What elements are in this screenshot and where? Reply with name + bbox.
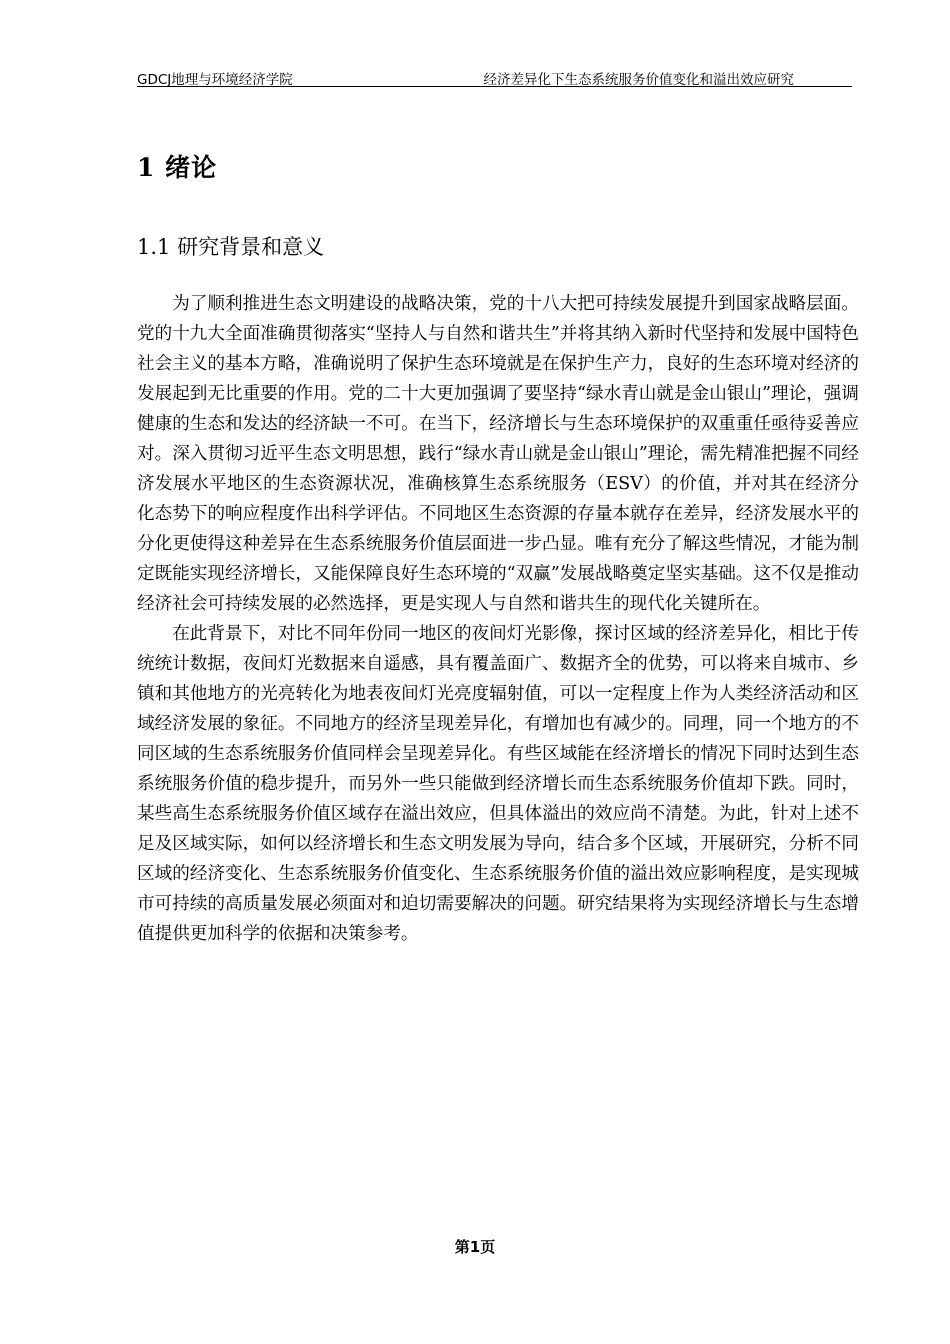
page-number: 第1页 (454, 1238, 496, 1256)
paragraph: 为了顺利推进生态文明建设的战略决策，党的十八大把可持续发展提升到国家战略层面。党的十九大全面准确贯彻落实“坚持人与自然和谐共生”并将其纳入新时代坚持和发展中国特色社会主义的基本方略，准确说明了保护生态环境就是在保护生产力，良好的生态环境对经济的发展起到无比重要的作用。党的二十大更加强调了要坚持“绿水青山就是金山银山”理论，强调健康的生态和发达的经济缺一不可。在当下，经济增长与生态环境保护的双重重任亟待妥善应对。深入贯彻习近平生态文明思想，践行“绿水青山就是金山银山”理论，需先精准把握不同经济发展水平地区的生态资源状况，准确核算生态系统服务（ESV）的价值，并对其在经济分化态势下的响应程度作出科学评估。不同地区生态资源的存量本就存在差异，经济发展水平的分化更使得这种差异在生态系统服务价值层面进一步凸显。唯有充分了解这些情况，才能为制定既能实现经济增长，又能保障良好生态环境的“双赢”发展战略奠定坚实基础。这不仅是推动经济社会可持续发展的必然选择，更是实现人与自然和谐共生的现代化关键所在。 (137, 294, 859, 614)
body-text (137, 289, 859, 949)
header-right-text: 经济差异化下生态系统服务价值变化和溢出效应研究 (483, 72, 794, 88)
header-left-text: GDCJ地理与环境经济学院 (137, 72, 293, 88)
section-title: 1.1 研究背景和意义 (137, 235, 325, 259)
page-header (137, 64, 852, 87)
chapter-title: 1 绪论 (137, 153, 218, 182)
paragraph: 在此背景下，对比不同年份同一地区的夜间灯光影像，探讨区域的经济差异化，相比于传统统计数据，夜间灯光数据来自遥感，具有覆盖面广、数据齐全的优势，可以将来自城市、乡镇和其他地方的光亮转化为地表夜间灯光亮度辐射值，可以一定程度上作为人类经济活动和区域经济发展的象征。不同地方的经济呈现差异化，有增加也有减少的。同理，同一个地方的不同区域的生态系统服务价值同样会呈现差异化。有些区域能在经济增长的情况下同时达到生态系统服务价值的稳步提升，而另外一些只能做到经济增长而生态系统服务价值却下跌。同时，某些高生态系统服务价值区域存在溢出效应，但具体溢出的效应尚不清楚。为此，针对上述不足及区域实际，如何以经济增长和生态文明发展为导向，结合多个区域，开展研究，分析不同区域的经济变化、生态系统服务价值变化、生态系统服务价值的溢出效应影响程度，是实现城市可持续的高质量发展必须面对和迫切需要解决的问题。研究结果将为实现经济增长与生态增值提供更加科学的依据和决策参考。 (137, 624, 859, 944)
